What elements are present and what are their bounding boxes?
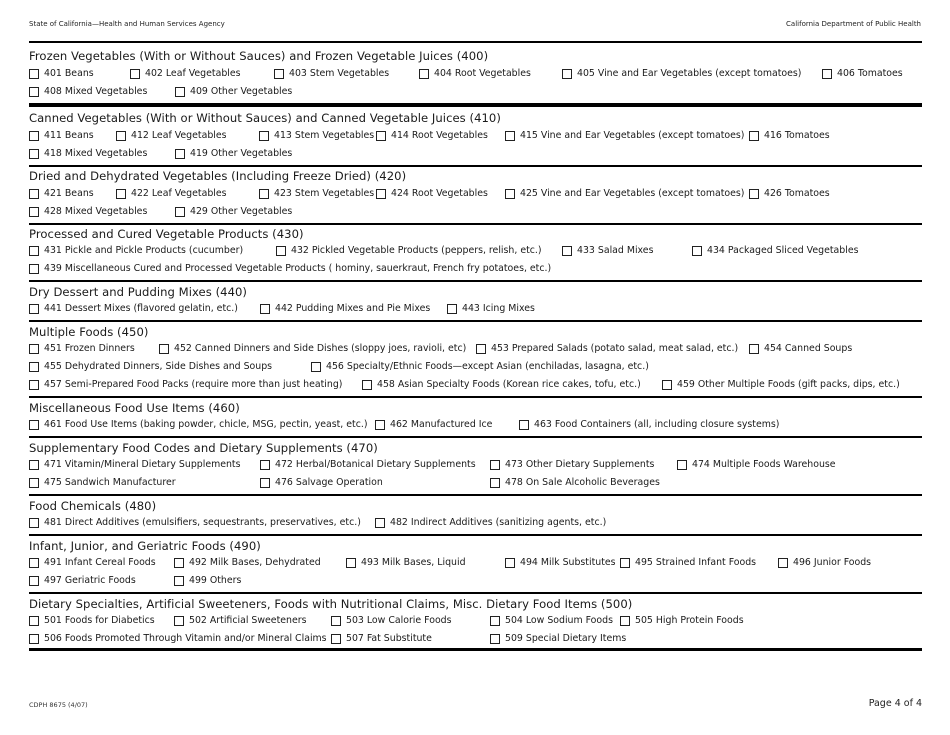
checkbox[interactable] (260, 478, 270, 488)
checkbox-label: 491 Infant Cereal Foods (44, 557, 156, 568)
checkbox[interactable] (375, 518, 385, 528)
category-checkbox-item[interactable] (276, 245, 542, 256)
category-checkbox-item[interactable] (29, 303, 238, 314)
checkbox-label: 493 Milk Bases, Liquid (361, 557, 466, 568)
checkbox-label: 433 Salad Mixes (577, 245, 654, 256)
checkbox-label: 409 Other Vegetables (190, 86, 293, 97)
page-number: Page 4 of 4 (868, 698, 922, 709)
checkbox[interactable] (749, 131, 759, 141)
checkbox-label: 454 Canned Soups (764, 343, 853, 354)
category-checkbox-item[interactable] (749, 130, 830, 141)
checkbox[interactable] (749, 189, 759, 199)
category-checkbox-item[interactable] (29, 148, 147, 159)
checkbox[interactable] (620, 616, 630, 626)
checkbox-label: 463 Food Containers (all, including closure systems) (534, 419, 780, 430)
category-checkbox-item[interactable] (260, 477, 383, 488)
department-header: California Department of Public Health (786, 20, 921, 28)
category-checkbox-item[interactable] (419, 68, 531, 79)
checkbox-label: 443 Icing Mixes (462, 303, 535, 314)
checkbox-label: 426 Tomatoes (764, 188, 830, 199)
category-checkbox-item[interactable] (29, 557, 156, 568)
checkbox[interactable] (376, 131, 386, 141)
checkbox[interactable] (662, 380, 672, 390)
checkbox[interactable] (490, 478, 500, 488)
category-checkbox-item[interactable] (29, 477, 176, 488)
category-checkbox-item[interactable] (476, 343, 738, 354)
category-checkbox-item[interactable] (778, 557, 871, 568)
category-checkbox-item[interactable] (260, 459, 476, 470)
category-checkbox-item[interactable] (130, 68, 241, 79)
category-checkbox-item[interactable] (259, 130, 374, 141)
checkbox[interactable] (29, 576, 39, 586)
checkbox-label: 475 Sandwich Manufacturer (44, 477, 176, 488)
category-checkbox-item[interactable] (259, 188, 374, 199)
category-checkbox-item[interactable] (346, 557, 466, 568)
category-checkbox-item[interactable] (175, 206, 292, 217)
section-title: Miscellaneous Food Use Items (460) (29, 401, 240, 415)
category-checkbox-item[interactable] (519, 419, 779, 430)
checkbox-label: 474 Multiple Foods Warehouse (692, 459, 836, 470)
category-checkbox-item[interactable] (662, 379, 900, 390)
checkbox[interactable] (260, 460, 270, 470)
section-divider (29, 103, 922, 107)
checkbox-label: 462 Manufactured Ice (390, 419, 493, 430)
category-checkbox-item[interactable] (505, 557, 616, 568)
checkbox[interactable] (375, 420, 385, 430)
checkbox-label: 496 Junior Foods (793, 557, 872, 568)
checkbox[interactable] (562, 246, 572, 256)
section-divider (29, 320, 922, 322)
checkbox[interactable] (822, 69, 832, 79)
checkbox-label: 471 Vitamin/Mineral Dietary Supplements (44, 459, 241, 470)
category-checkbox-item[interactable] (260, 303, 430, 314)
category-checkbox-item[interactable] (822, 68, 903, 79)
category-checkbox-item[interactable] (490, 477, 660, 488)
checkbox[interactable] (174, 616, 184, 626)
checkbox-label: 432 Pickled Vegetable Products (peppers, relish, etc.) (291, 245, 542, 256)
section-divider (29, 223, 922, 225)
category-checkbox-item[interactable] (274, 68, 389, 79)
checkbox-label: 421 Beans (44, 188, 94, 199)
checkbox[interactable] (311, 362, 321, 372)
checkbox[interactable] (29, 149, 39, 159)
category-checkbox-item[interactable] (29, 575, 136, 586)
checkbox[interactable] (29, 344, 39, 354)
checkbox-label: 455 Dehydrated Dinners, Side Dishes and Soups (44, 361, 273, 372)
checkbox-label: 499 Others (189, 575, 242, 586)
checkbox[interactable] (276, 246, 286, 256)
checkbox[interactable] (476, 344, 486, 354)
section-title: Dried and Dehydrated Vegetables (Including Freeze Dried) (420) (29, 169, 407, 183)
category-checkbox-item[interactable] (29, 361, 272, 372)
checkbox[interactable] (505, 558, 515, 568)
category-checkbox-item[interactable] (29, 188, 94, 199)
category-checkbox-item[interactable] (29, 130, 94, 141)
category-checkbox-item[interactable] (29, 379, 342, 390)
checkbox[interactable] (29, 131, 39, 141)
category-checkbox-item[interactable] (116, 188, 227, 199)
checkbox-label: 403 Stem Vegetables (289, 68, 390, 79)
checkbox-label: 442 Pudding Mixes and Pie Mixes (275, 303, 431, 314)
section-divider (29, 165, 922, 167)
category-checkbox-item[interactable] (749, 343, 852, 354)
checkbox-label: 458 Asian Specialty Foods (Korean rice cakes, tofu, etc.) (377, 379, 641, 390)
checkbox-label: 497 Geriatric Foods (44, 575, 136, 586)
checkbox-label: 402 Leaf Vegetables (145, 68, 241, 79)
checkbox[interactable] (175, 207, 185, 217)
checkbox-label: 478 On Sale Alcoholic Beverages (505, 477, 660, 488)
category-checkbox-item[interactable] (174, 575, 241, 586)
category-checkbox-item[interactable] (331, 633, 432, 644)
checkbox[interactable] (274, 69, 284, 79)
checkbox[interactable] (29, 558, 39, 568)
category-checkbox-item[interactable] (490, 459, 654, 470)
checkbox-label: 406 Tomatoes (837, 68, 903, 79)
checkbox[interactable] (29, 246, 39, 256)
category-checkbox-item[interactable] (29, 263, 551, 274)
checkbox-label: 413 Stem Vegetables (274, 130, 375, 141)
checkbox-label: 418 Mixed Vegetables (44, 148, 148, 159)
checkbox[interactable] (260, 304, 270, 314)
category-checkbox-item[interactable] (362, 379, 641, 390)
checkbox-label: 425 Vine and Ear Vegetables (except tomatoes) (520, 188, 745, 199)
section-title: Frozen Vegetables (With or Without Sauces) and Frozen Vegetable Juices (400) (29, 49, 489, 63)
checkbox[interactable] (29, 69, 39, 79)
section-divider (29, 534, 922, 536)
checkbox-label: 509 Special Dietary Items (505, 633, 627, 644)
category-checkbox-item[interactable] (175, 148, 292, 159)
checkbox[interactable] (29, 518, 39, 528)
checkbox[interactable] (116, 189, 126, 199)
checkbox-label: 459 Other Multiple Foods (gift packs, dips, etc.) (677, 379, 900, 390)
category-checkbox-item[interactable] (29, 615, 155, 626)
checkbox-label: 452 Canned Dinners and Side Dishes (sloppy joes, ravioli, etc) (174, 343, 467, 354)
category-checkbox-item[interactable] (562, 68, 801, 79)
checkbox-label: 495 Strained Infant Foods (635, 557, 757, 568)
checkbox-label: 481 Direct Additives (emulsifiers, sequestrants, preservatives, etc.) (44, 517, 361, 528)
category-checkbox-item[interactable] (29, 459, 241, 470)
checkbox-label: 492 Milk Bases, Dehydrated (189, 557, 321, 568)
section-title: Food Chemicals (480) (29, 499, 157, 513)
section-divider (29, 592, 922, 594)
checkbox-label: 502 Artificial Sweeteners (189, 615, 307, 626)
checkbox[interactable] (29, 304, 39, 314)
section-title: Supplementary Food Codes and Dietary Supplements (470) (29, 441, 378, 455)
category-checkbox-item[interactable] (677, 459, 836, 470)
checkbox[interactable] (331, 616, 341, 626)
checkbox[interactable] (175, 149, 185, 159)
form-id: CDPH 8675 (4/07) (29, 701, 88, 709)
checkbox-label: 476 Salvage Operation (275, 477, 383, 488)
section-divider (29, 396, 922, 398)
category-checkbox-item[interactable] (29, 517, 361, 528)
checkbox-label: 429 Other Vegetables (190, 206, 293, 217)
category-checkbox-item[interactable] (174, 557, 321, 568)
checkbox[interactable] (490, 616, 500, 626)
checkbox[interactable] (29, 420, 39, 430)
checkbox[interactable] (29, 460, 39, 470)
category-checkbox-item[interactable] (175, 86, 292, 97)
checkbox[interactable] (259, 131, 269, 141)
checkbox[interactable] (490, 460, 500, 470)
section-divider (29, 436, 922, 438)
checkbox-label: 505 High Protein Foods (635, 615, 744, 626)
section-divider (29, 494, 922, 496)
category-checkbox-item[interactable] (174, 615, 306, 626)
checkbox[interactable] (562, 69, 572, 79)
category-checkbox-item[interactable] (376, 130, 488, 141)
checkbox[interactable] (620, 558, 630, 568)
checkbox[interactable] (778, 558, 788, 568)
checkbox-label: 451 Frozen Dinners (44, 343, 135, 354)
category-checkbox-item[interactable] (116, 130, 227, 141)
checkbox[interactable] (692, 246, 702, 256)
category-checkbox-item[interactable] (375, 517, 606, 528)
category-checkbox-item[interactable] (749, 188, 830, 199)
category-checkbox-item[interactable] (29, 206, 147, 217)
checkbox[interactable] (259, 189, 269, 199)
category-checkbox-item[interactable] (376, 188, 488, 199)
section-title: Canned Vegetables (With or Without Sauces) and Canned Vegetable Juices (410) (29, 111, 501, 125)
checkbox-label: 501 Foods for Diabetics (44, 615, 155, 626)
category-checkbox-item[interactable] (620, 557, 756, 568)
checkbox[interactable] (447, 304, 457, 314)
checkbox-label: 461 Food Use Items (baking powder, chicle, MSG, pectin, yeast, etc.) (44, 419, 368, 430)
category-checkbox-item[interactable] (447, 303, 535, 314)
checkbox-label: 441 Dessert Mixes (flavored gelatin, etc.) (44, 303, 238, 314)
category-checkbox-item[interactable] (505, 130, 744, 141)
checkbox[interactable] (116, 131, 126, 141)
checkbox-label: 419 Other Vegetables (190, 148, 293, 159)
category-checkbox-item[interactable] (29, 633, 327, 644)
category-checkbox-item[interactable] (620, 615, 744, 626)
category-checkbox-item[interactable] (331, 615, 452, 626)
category-checkbox-item[interactable] (692, 245, 858, 256)
category-checkbox-item[interactable] (29, 86, 147, 97)
checkbox[interactable] (29, 362, 39, 372)
category-checkbox-item[interactable] (490, 615, 613, 626)
category-checkbox-item[interactable] (29, 245, 243, 256)
checkbox-label: 504 Low Sodium Foods (505, 615, 613, 626)
category-checkbox-item[interactable] (562, 245, 653, 256)
checkbox-label: 434 Packaged Sliced Vegetables (707, 245, 859, 256)
checkbox[interactable] (130, 69, 140, 79)
checkbox[interactable] (29, 207, 39, 217)
checkbox-label: 404 Root Vegetables (434, 68, 531, 79)
checkbox[interactable] (29, 189, 39, 199)
section-title: Infant, Junior, and Geriatric Foods (490) (29, 539, 261, 553)
checkbox[interactable] (376, 189, 386, 199)
checkbox-label: 482 Indirect Additives (sanitizing agents, etc.) (390, 517, 607, 528)
checkbox-label: 414 Root Vegetables (391, 130, 488, 141)
checkbox[interactable] (174, 558, 184, 568)
checkbox[interactable] (29, 264, 39, 274)
section-divider (29, 280, 922, 282)
checkbox-label: 506 Foods Promoted Through Vitamin and/or Mineral Claims (44, 633, 327, 644)
checkbox[interactable] (29, 87, 39, 97)
section-divider (29, 648, 922, 651)
checkbox[interactable] (29, 478, 39, 488)
checkbox-label: 424 Root Vegetables (391, 188, 488, 199)
checkbox-label: 422 Leaf Vegetables (131, 188, 227, 199)
checkbox-label: 431 Pickle and Pickle Products (cucumber) (44, 245, 244, 256)
checkbox-label: 423 Stem Vegetables (274, 188, 375, 199)
checkbox-label: 507 Fat Substitute (346, 633, 432, 644)
checkbox[interactable] (346, 558, 356, 568)
checkbox[interactable] (29, 616, 39, 626)
checkbox-label: 473 Other Dietary Supplements (505, 459, 655, 470)
checkbox[interactable] (175, 87, 185, 97)
checkbox[interactable] (159, 344, 169, 354)
checkbox[interactable] (677, 460, 687, 470)
checkbox-label: 405 Vine and Ear Vegetables (except tomatoes) (577, 68, 802, 79)
checkbox-label: 494 Milk Substitutes (520, 557, 616, 568)
category-checkbox-item[interactable] (505, 188, 744, 199)
checkbox-label: 401 Beans (44, 68, 94, 79)
section-title: Processed and Cured Vegetable Products (430) (29, 227, 304, 241)
agency-header: State of California—Health and Human Services Agency (29, 20, 225, 28)
checkbox-label: 428 Mixed Vegetables (44, 206, 148, 217)
checkbox[interactable] (29, 634, 39, 644)
checkbox[interactable] (362, 380, 372, 390)
checkbox[interactable] (490, 634, 500, 644)
category-checkbox-item[interactable] (311, 361, 649, 372)
checkbox[interactable] (29, 380, 39, 390)
checkbox[interactable] (749, 344, 759, 354)
top-rule (29, 41, 922, 43)
category-checkbox-item[interactable] (490, 633, 626, 644)
checkbox-label: 415 Vine and Ear Vegetables (except tomatoes) (520, 130, 745, 141)
checkbox-label: 456 Specialty/Ethnic Foods—except Asian (enchiladas, lasagna, etc.) (326, 361, 649, 372)
category-checkbox-item[interactable] (29, 343, 135, 354)
checkbox-label: 503 Low Calorie Foods (346, 615, 452, 626)
checkbox-label: 412 Leaf Vegetables (131, 130, 227, 141)
checkbox[interactable] (519, 420, 529, 430)
checkbox[interactable] (505, 189, 515, 199)
checkbox[interactable] (419, 69, 429, 79)
category-checkbox-item[interactable] (29, 419, 368, 430)
checkbox-label: 408 Mixed Vegetables (44, 86, 148, 97)
checkbox-label: 472 Herbal/Botanical Dietary Supplements (275, 459, 476, 470)
checkbox-label: 453 Prepared Salads (potato salad, meat salad, etc.) (491, 343, 739, 354)
section-title: Dietary Specialties, Artificial Sweeteners, Foods with Nutritional Claims, Misc. Dietary Food Items (500) (29, 597, 633, 611)
section-title: Multiple Foods (450) (29, 325, 149, 339)
checkbox[interactable] (174, 576, 184, 586)
checkbox[interactable] (505, 131, 515, 141)
category-checkbox-item[interactable] (159, 343, 466, 354)
category-checkbox-item[interactable] (375, 419, 492, 430)
checkbox[interactable] (331, 634, 341, 644)
category-checkbox-item[interactable] (29, 68, 94, 79)
checkbox-label: 457 Semi-Prepared Food Packs (require more than just heating) (44, 379, 343, 390)
checkbox-label: 416 Tomatoes (764, 130, 830, 141)
section-title: Dry Dessert and Pudding Mixes (440) (29, 285, 247, 299)
checkbox-label: 439 Miscellaneous Cured and Processed Vegetable Products ( hominy, sauerkraut, French fry potatoes, etc.) (44, 263, 552, 274)
checkbox-label: 411 Beans (44, 130, 94, 141)
